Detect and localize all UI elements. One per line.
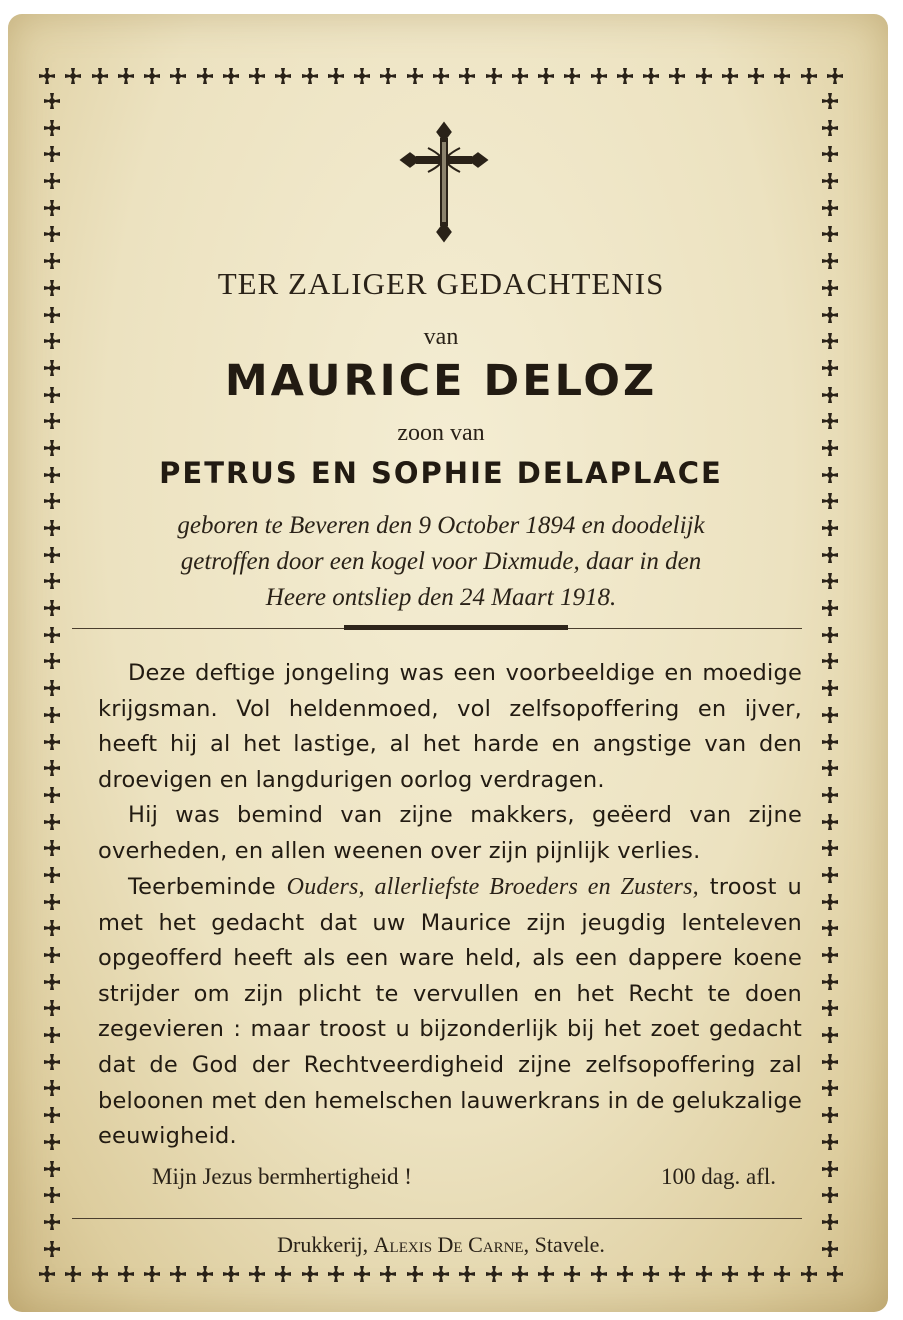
cross-pattee-icon bbox=[301, 67, 319, 85]
border-top bbox=[38, 64, 844, 88]
cross-pattee-icon bbox=[590, 1265, 608, 1283]
cross-pattee-icon bbox=[821, 225, 839, 243]
cross-pattee-icon bbox=[43, 519, 61, 537]
cross-pattee-icon bbox=[353, 1265, 371, 1283]
cross-pattee-icon bbox=[821, 999, 839, 1017]
cross-pattee-icon bbox=[642, 67, 660, 85]
cross-pattee-icon bbox=[43, 1053, 61, 1071]
cross-pattee-icon bbox=[196, 1265, 214, 1283]
paragraph-consolation bbox=[98, 870, 802, 1155]
cross-pattee-icon bbox=[43, 439, 61, 457]
cross-pattee-icon bbox=[773, 1265, 791, 1283]
cross-pattee-icon bbox=[43, 706, 61, 724]
cross-pattee-icon bbox=[821, 973, 839, 991]
birth-line: Heere ontsliep den 24 Maart 1918. bbox=[265, 584, 617, 611]
cross-pattee-icon bbox=[43, 1160, 61, 1178]
divider-rule-bottom bbox=[72, 1218, 802, 1219]
cross-pattee-icon bbox=[642, 1265, 660, 1283]
cross-pattee-icon bbox=[821, 866, 839, 884]
cross-pattee-icon bbox=[721, 1265, 739, 1283]
prayer-text: Mijn Jezus bermhertigheid ! bbox=[152, 1164, 412, 1189]
cross-pattee-icon bbox=[432, 1265, 450, 1283]
cross-pattee-icon bbox=[821, 813, 839, 831]
cross-pattee-icon bbox=[773, 67, 791, 85]
cross-pattee-icon bbox=[117, 1265, 135, 1283]
cross-pattee-icon bbox=[821, 733, 839, 751]
cross-pattee-icon bbox=[821, 652, 839, 670]
cross-pattee-icon bbox=[821, 1133, 839, 1151]
cross-pattee-icon bbox=[43, 412, 61, 430]
cross-pattee-icon bbox=[563, 67, 581, 85]
paragraph-text: Hij was bemind van zijne makkers, geëerd van zijne overheden, en allen weenen over zijn pijnlijk verlies. bbox=[98, 802, 802, 864]
cross-pattee-icon bbox=[379, 67, 397, 85]
cross-pattee-icon bbox=[43, 145, 61, 163]
cross-pattee-icon bbox=[43, 172, 61, 190]
cross-pattee-icon bbox=[821, 1240, 839, 1258]
divider-center-bar bbox=[344, 625, 568, 630]
card-content bbox=[68, 94, 814, 1257]
cross-pattee-icon bbox=[327, 1265, 345, 1283]
heading: TER ZALIGER GEDACHTENIS bbox=[217, 266, 665, 301]
cross-pattee-icon bbox=[379, 1265, 397, 1283]
cross-pattee-icon bbox=[458, 67, 476, 85]
cross-pattee-icon bbox=[143, 1265, 161, 1283]
cross-pattee-icon bbox=[222, 67, 240, 85]
cross-pattee-icon bbox=[43, 572, 61, 590]
printer-credit bbox=[68, 1232, 814, 1258]
cross-pattee-icon bbox=[43, 492, 61, 510]
cross-pattee-icon bbox=[821, 199, 839, 217]
cross-pattee-icon bbox=[43, 1106, 61, 1124]
ornate-cross-icon bbox=[398, 120, 490, 244]
cross-pattee-icon bbox=[43, 999, 61, 1017]
cross-pattee-icon bbox=[821, 412, 839, 430]
cross-pattee-icon bbox=[821, 759, 839, 777]
paragraph-text: Deze deftige jongeling was een voorbeeldige en moedige krijgsman. Vol heldenmoed, vol zelfsopoffering en ijver, heeft hij al het lastige, al het harde en angstige van den droevigen en langdurigen oorlog verdragen. bbox=[98, 660, 802, 793]
cross-pattee-icon bbox=[821, 946, 839, 964]
cross-pattee-icon bbox=[821, 572, 839, 590]
indulgence-text: 100 dag. afl. bbox=[661, 1164, 776, 1189]
cross-pattee-icon bbox=[800, 1265, 818, 1283]
cross-pattee-icon bbox=[406, 67, 424, 85]
cross-pattee-icon bbox=[43, 199, 61, 217]
prayer-line bbox=[98, 1164, 802, 1190]
cross-pattee-icon bbox=[458, 1265, 476, 1283]
border-right bbox=[818, 92, 842, 1258]
cross-pattee-icon bbox=[43, 813, 61, 831]
cross-pattee-icon bbox=[43, 1186, 61, 1204]
cross-pattee-icon bbox=[43, 919, 61, 937]
cross-pattee-icon bbox=[821, 893, 839, 911]
cross-pattee-icon bbox=[64, 1265, 82, 1283]
cross-pattee-icon bbox=[91, 1265, 109, 1283]
cross-pattee-icon bbox=[43, 92, 61, 110]
cross-pattee-icon bbox=[43, 1240, 61, 1258]
cross-pattee-icon bbox=[511, 1265, 529, 1283]
cross-pattee-icon bbox=[248, 67, 266, 85]
cross-pattee-icon bbox=[695, 1265, 713, 1283]
cross-pattee-icon bbox=[821, 359, 839, 377]
cross-pattee-icon bbox=[821, 546, 839, 564]
cross-pattee-icon bbox=[196, 67, 214, 85]
deceased-name: MAURICE DELOZ bbox=[224, 356, 658, 406]
cross-pattee-icon bbox=[43, 599, 61, 617]
cross-pattee-icon bbox=[721, 67, 739, 85]
cross-pattee-icon bbox=[43, 786, 61, 804]
cross-pattee-icon bbox=[747, 67, 765, 85]
cross-pattee-icon bbox=[537, 1265, 555, 1283]
cross-pattee-icon bbox=[821, 279, 839, 297]
cross-pattee-icon bbox=[64, 67, 82, 85]
cross-pattee-icon bbox=[747, 1265, 765, 1283]
cross-pattee-icon bbox=[821, 145, 839, 163]
cross-pattee-icon bbox=[274, 67, 292, 85]
cross-pattee-icon bbox=[821, 439, 839, 457]
cross-pattee-icon bbox=[821, 252, 839, 270]
cross-pattee-icon bbox=[826, 67, 844, 85]
cross-pattee-icon bbox=[821, 519, 839, 537]
cross-pattee-icon bbox=[38, 67, 56, 85]
cross-pattee-icon bbox=[43, 679, 61, 697]
cross-pattee-icon bbox=[616, 67, 634, 85]
border-left bbox=[40, 92, 64, 1258]
cross-pattee-icon bbox=[485, 1265, 503, 1283]
printer-name: Alexis De Carne bbox=[373, 1232, 524, 1257]
cross-pattee-icon bbox=[43, 252, 61, 270]
cross-pattee-icon bbox=[821, 492, 839, 510]
printer-prefix: Drukkerij, bbox=[277, 1232, 374, 1257]
cross-pattee-icon bbox=[432, 67, 450, 85]
cross-pattee-icon bbox=[563, 1265, 581, 1283]
cross-pattee-icon bbox=[821, 786, 839, 804]
border-bottom bbox=[38, 1262, 844, 1286]
cross-pattee-icon bbox=[43, 1026, 61, 1044]
parents-names: PETRUS EN SOPHIE DELAPLACE bbox=[159, 456, 723, 490]
cross-pattee-icon bbox=[821, 1053, 839, 1071]
paragraph-text: troost u met het gedacht dat uw Maurice zijn jeugdig lenteleven opgeofferd heeft als een ware held, als een dappere koene strijder om zijn plicht te vervullen en het Recht te doen zegevieren : maar troost u bijzonderlijk bij het zoet gedacht dat de God der Rechtveerdigheid zijne zelfsopoffering zal beloonen met den hemelschen lauwerkrans in de gelukzalige eeuwigheid. bbox=[98, 874, 802, 1150]
cross-pattee-icon bbox=[668, 1265, 686, 1283]
cross-pattee-icon bbox=[43, 733, 61, 751]
cross-pattee-icon bbox=[800, 67, 818, 85]
memorial-card bbox=[8, 14, 888, 1312]
cross-pattee-icon bbox=[43, 279, 61, 297]
paragraph-beloved bbox=[98, 798, 802, 869]
birth-line: getroffen door een kogel voor Dixmude, daar in den bbox=[180, 548, 702, 575]
zoon-van-label: zoon van bbox=[397, 420, 485, 446]
cross-pattee-icon bbox=[38, 1265, 56, 1283]
paragraph-text: Teerbeminde bbox=[128, 874, 287, 900]
cross-pattee-icon bbox=[616, 1265, 634, 1283]
cross-pattee-icon bbox=[43, 973, 61, 991]
cross-pattee-icon bbox=[43, 306, 61, 324]
cross-pattee-icon bbox=[43, 546, 61, 564]
cross-pattee-icon bbox=[43, 866, 61, 884]
cross-pattee-icon bbox=[821, 1079, 839, 1097]
cross-pattee-icon bbox=[821, 92, 839, 110]
cross-pattee-icon bbox=[43, 1079, 61, 1097]
cross-pattee-icon bbox=[43, 946, 61, 964]
paragraph-italic: Ouders, allerliefste Broeders en Zusters, bbox=[286, 874, 699, 900]
cross-pattee-icon bbox=[590, 67, 608, 85]
birth-death-text bbox=[88, 508, 794, 616]
cross-pattee-icon bbox=[43, 839, 61, 857]
cross-pattee-icon bbox=[821, 1106, 839, 1124]
cross-pattee-icon bbox=[43, 652, 61, 670]
cross-pattee-icon bbox=[826, 1265, 844, 1283]
cross-pattee-icon bbox=[117, 67, 135, 85]
cross-pattee-icon bbox=[43, 893, 61, 911]
cross-pattee-icon bbox=[821, 119, 839, 137]
cross-pattee-icon bbox=[821, 172, 839, 190]
cross-pattee-icon bbox=[821, 1213, 839, 1231]
cross-pattee-icon bbox=[821, 306, 839, 324]
cross-pattee-icon bbox=[406, 1265, 424, 1283]
cross-pattee-icon bbox=[43, 1133, 61, 1151]
cross-pattee-icon bbox=[43, 759, 61, 777]
cross-pattee-icon bbox=[91, 67, 109, 85]
cross-pattee-icon bbox=[327, 67, 345, 85]
cross-pattee-icon bbox=[511, 67, 529, 85]
cross-pattee-icon bbox=[43, 626, 61, 644]
van-label: van bbox=[423, 324, 459, 350]
cross-pattee-icon bbox=[43, 1213, 61, 1231]
cross-pattee-icon bbox=[353, 67, 371, 85]
cross-pattee-icon bbox=[43, 359, 61, 377]
cross-pattee-icon bbox=[821, 1160, 839, 1178]
cross-pattee-icon bbox=[821, 466, 839, 484]
cross-pattee-icon bbox=[43, 225, 61, 243]
cross-pattee-icon bbox=[274, 1265, 292, 1283]
cross-pattee-icon bbox=[248, 1265, 266, 1283]
cross-pattee-icon bbox=[821, 839, 839, 857]
cross-pattee-icon bbox=[43, 466, 61, 484]
birth-line: geboren te Beveren den 9 October 1894 en doodelijk bbox=[177, 512, 705, 539]
cross-pattee-icon bbox=[485, 67, 503, 85]
cross-pattee-icon bbox=[821, 706, 839, 724]
cross-pattee-icon bbox=[821, 599, 839, 617]
cross-pattee-icon bbox=[695, 67, 713, 85]
cross-pattee-icon bbox=[43, 386, 61, 404]
cross-pattee-icon bbox=[821, 1026, 839, 1044]
cross-pattee-icon bbox=[143, 67, 161, 85]
cross-pattee-icon bbox=[821, 1186, 839, 1204]
paragraph-tribute bbox=[98, 656, 802, 798]
cross-pattee-icon bbox=[821, 679, 839, 697]
cross-pattee-icon bbox=[222, 1265, 240, 1283]
cross-pattee-icon bbox=[821, 332, 839, 350]
cross-pattee-icon bbox=[821, 919, 839, 937]
cross-pattee-icon bbox=[821, 386, 839, 404]
cross-pattee-icon bbox=[668, 67, 686, 85]
cross-pattee-icon bbox=[43, 332, 61, 350]
cross-pattee-icon bbox=[821, 626, 839, 644]
printer-suffix: , Stavele. bbox=[523, 1232, 605, 1257]
cross-pattee-icon bbox=[169, 1265, 187, 1283]
cross-pattee-icon bbox=[43, 119, 61, 137]
cross-pattee-icon bbox=[301, 1265, 319, 1283]
cross-pattee-icon bbox=[169, 67, 187, 85]
cross-pattee-icon bbox=[537, 67, 555, 85]
